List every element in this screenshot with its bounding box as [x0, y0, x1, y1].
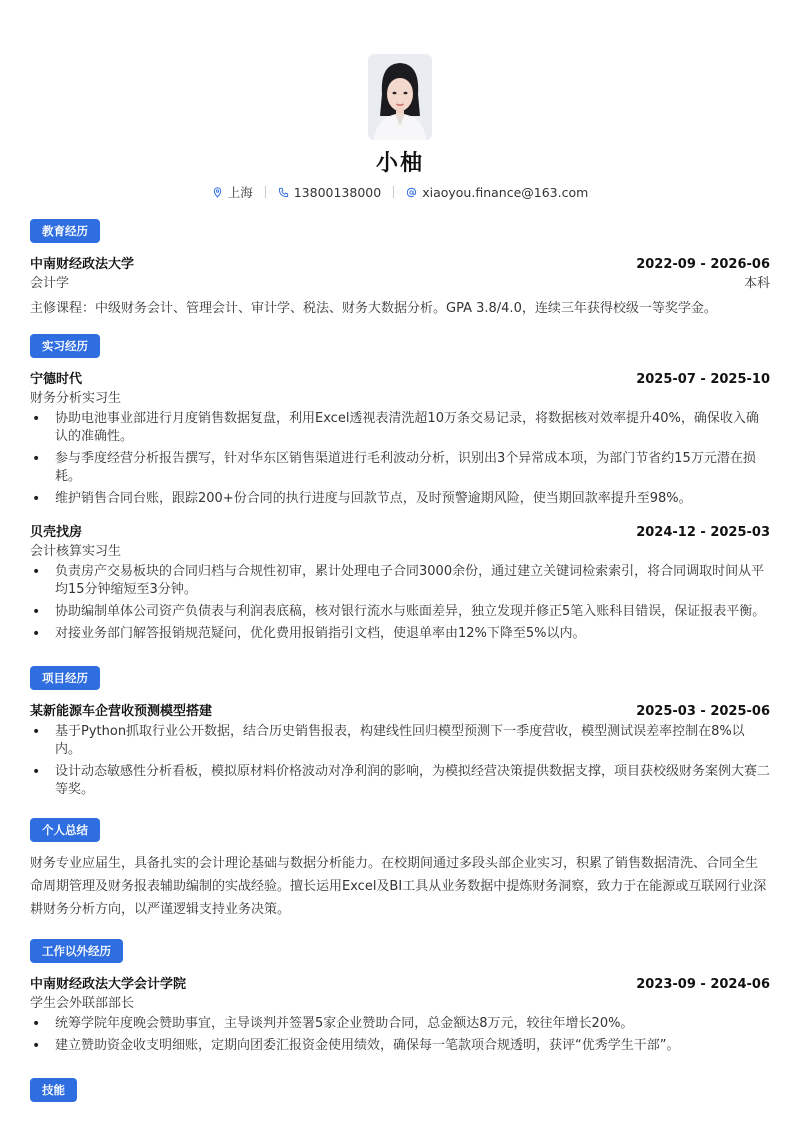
entry-org: 中南财经政法大学 — [30, 257, 135, 272]
list-item: • 设计动态敏感性分析看板，模拟原材料价格波动对净利润的影响，为模拟经营决策提供数据支撑，项目获校级财务案例大赛二等奖。 — [30, 763, 770, 799]
entry-org: 某新能源车企营收预测模型搭建 — [30, 704, 213, 719]
internship-entry — [30, 521, 770, 647]
list-item: • 统筹学院年度晚会赞助事宜，主导谈判并签署5家企业赞助合同，总金额达8万元，较往年增长20%。 — [30, 1015, 770, 1033]
section-heading: 教育经历 — [30, 219, 100, 243]
section-heading: 个人总结 — [30, 818, 100, 842]
avatar-photo — [368, 54, 432, 140]
entry-degree: 本科 — [743, 276, 770, 291]
section-heading: 项目经历 — [30, 666, 100, 690]
entry-role: 会计核算实习生 — [30, 544, 122, 559]
entry-role: 财务分析实习生 — [30, 391, 122, 406]
location-pin-icon — [212, 187, 223, 198]
education-section — [30, 219, 770, 243]
list-item: • 对接业务部门解答报销规范疑问，优化费用报销指引文档，使退单率由12%下降至5%以内。 — [30, 625, 770, 643]
list-item: • 基于Python抓取行业公开数据，结合历史销售报表，构建线性回归模型预测下一季度营收，模型测试误差率控制在8%以内。 — [30, 723, 770, 759]
entry-role: 学生会外联部部长 — [30, 996, 135, 1011]
contact-divider — [265, 186, 266, 198]
summary-body — [30, 852, 770, 921]
section-heading: 实习经历 — [30, 334, 100, 358]
entry-header — [30, 521, 770, 540]
project-entry — [30, 700, 770, 803]
entry-header — [30, 700, 770, 719]
summary-section — [30, 818, 770, 842]
internship-section — [30, 334, 770, 358]
entry-bullets — [30, 410, 770, 508]
entry-org: 中南财经政法大学会计学院 — [30, 977, 187, 992]
entry-org: 宁德时代 — [30, 372, 83, 387]
entry-bullets — [30, 563, 770, 643]
candidate-name: 小柚 — [375, 151, 424, 176]
entry-sub — [30, 387, 770, 406]
entry-date: 2024-12 - 2025-03 — [636, 525, 770, 540]
contact-email-text[interactable]: xiaoyou.finance@163.com — [422, 184, 589, 200]
contact-phone — [278, 185, 381, 200]
entry-sub — [30, 272, 770, 291]
entry-bullets — [30, 723, 770, 799]
education-entry — [30, 253, 770, 319]
section-heading: 工作以外经历 — [30, 939, 123, 963]
entry-org: 贝壳找房 — [30, 525, 83, 540]
skills-section — [30, 1078, 770, 1102]
summary-text: 财务专业应届生，具备扎实的会计理论基础与数据分析能力。在校期间通过多段头部企业实习，积累了销售数据清洗、合同全生命周期管理及财务报表辅助编制的实战经验。擅长运用Excel及BI工具从业务数据中提炼财务洞察，致力于在能源或互联网行业深耕财务分析方向，以严谨逻辑支持业务决策。 — [30, 856, 767, 917]
entry-description: 主修课程：中级财务会计、管理会计、审计学、税法、财务大数据分析。GPA 3.8/4.0，连续三年获得校级一等奖学金。 — [30, 301, 717, 316]
entry-date: 2022-09 - 2026-06 — [636, 257, 770, 272]
entry-header — [30, 253, 770, 272]
section-heading: 技能 — [30, 1078, 77, 1102]
list-item: • 协助电池事业部进行月度销售数据复盘，利用Excel透视表清洗超10万条交易记录，将数据核对效率提升40%，确保收入确认的准确性。 — [30, 410, 770, 446]
contact-divider — [393, 186, 394, 198]
list-item: • 协助编制单体公司资产负债表与利润表底稿，核对银行流水与账面差异，独立发现并修正5笔入账科目错误，保证报表平衡。 — [30, 603, 770, 621]
list-item: • 负责房产交易板块的合同归档与合规性初审，累计处理电子合同3000余份，通过建立关键词检索索引，将合同调取时间从平均15分钟缩短至3分钟。 — [30, 563, 770, 599]
extra-section — [30, 939, 770, 963]
entry-header — [30, 973, 770, 992]
extra-entry — [30, 973, 770, 1059]
projects-section — [30, 666, 770, 690]
internship-entry — [30, 368, 770, 512]
entry-sub — [30, 992, 770, 1011]
contact-location-text: 上海 — [227, 185, 253, 200]
list-item: • 建立赞助资金收支明细账，定期向团委汇报资金使用绩效，确保每一笔款项合规透明，获评“优秀学生干部”。 — [30, 1037, 770, 1055]
contact-phone-text[interactable]: 13800138000 — [293, 184, 382, 200]
entry-date: 2025-07 - 2025-10 — [636, 372, 770, 387]
contact-location — [212, 183, 253, 201]
entry-date: 2023-09 - 2024-06 — [636, 977, 770, 992]
at-sign-icon — [406, 187, 417, 198]
entry-sub — [30, 540, 770, 559]
avatar — [368, 54, 432, 140]
contact-bar — [0, 183, 800, 201]
entry-header — [30, 368, 770, 387]
contact-email — [406, 185, 588, 200]
entry-date: 2025-03 - 2025-06 — [636, 704, 770, 719]
entry-bullets — [30, 1015, 770, 1055]
list-item: • 维护销售合同台账，跟踪200+份合同的执行进度与回款节点，及时预警逾期风险，使当期回款率提升至98%。 — [30, 490, 770, 508]
phone-icon — [278, 187, 289, 198]
entry-role: 会计学 — [30, 276, 70, 291]
list-item: • 参与季度经营分析报告撰写，针对华东区销售渠道进行毛利波动分析，识别出3个异常成本项，为部门节省约15万元潜在损耗。 — [30, 450, 770, 486]
